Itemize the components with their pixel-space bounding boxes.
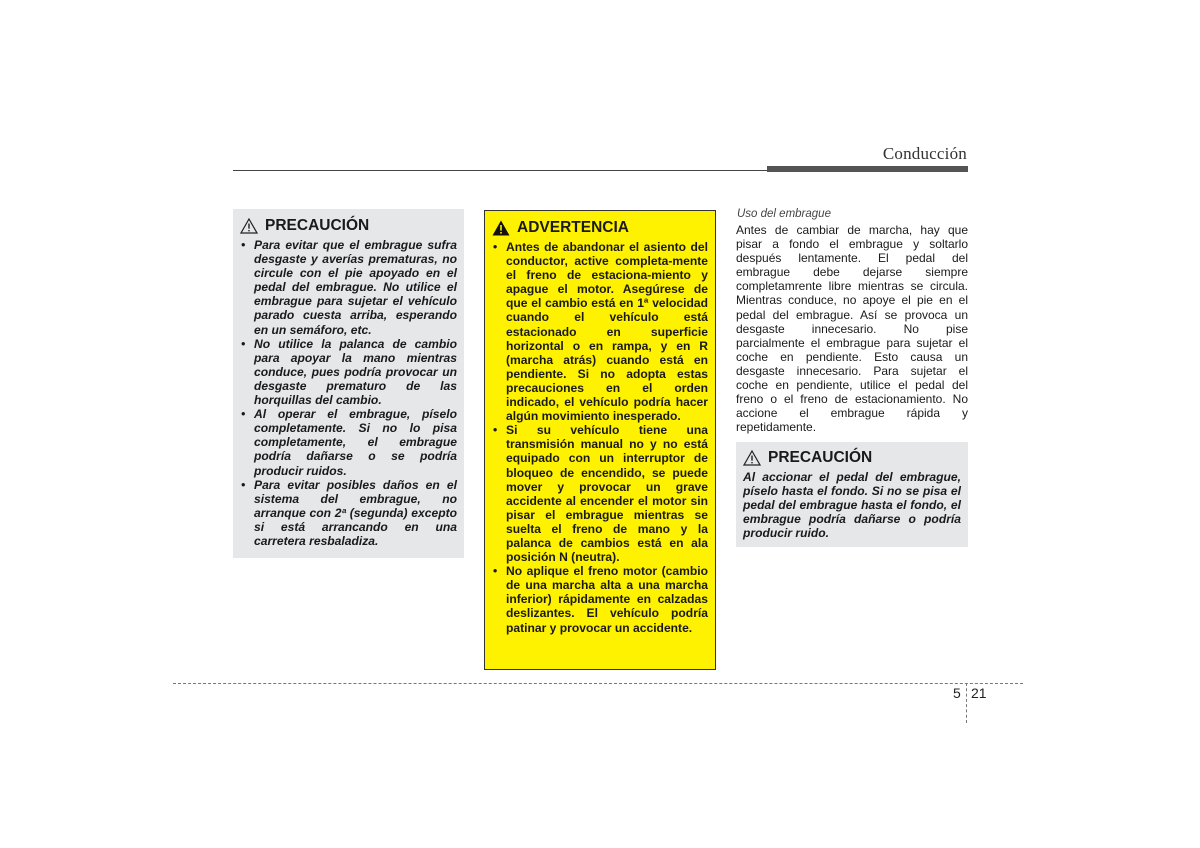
- footer-rule: [173, 683, 1023, 684]
- warning-box: [484, 210, 716, 670]
- caution-list-left: [240, 238, 457, 548]
- warning-title-text: ADVERTENCIA: [517, 219, 629, 236]
- chapter-number: 5: [953, 685, 961, 701]
- list-item: • No utilice la palanca de cambio para apoyar la mano mientras conduce, pues podría provocar un desgaste prematuro de las horquillas del cambio.: [240, 337, 457, 407]
- caution-box-right: [736, 442, 968, 547]
- header-rule: [233, 170, 767, 171]
- footer-divider: [966, 683, 967, 723]
- clutch-use-heading: Uso del embrague: [737, 208, 831, 220]
- header-rule-accent: [767, 166, 968, 172]
- section-title: Conducción: [882, 144, 967, 163]
- list-item: • No aplique el freno motor (cambio de una marcha alta a una marcha inferior) rápidamente en calzadas deslizantes. El vehículo podría patinar y provocar un accidente.: [492, 564, 708, 634]
- caution-triangle-icon: [240, 218, 258, 234]
- warning-list: [492, 240, 708, 635]
- caution-title-right: [743, 449, 961, 467]
- warning-triangle-icon: [492, 220, 510, 236]
- list-item: • Antes de abandonar el asiento del conductor, active completa-mente el freno de estaciona-miento y apague el motor. Asegúrese de que el cambio está en 1ª velocidad cuando el vehículo está estacionado en superficie horizontal o en rampa, y en R (marcha atrás) cuando está en pendiente. Si no adopta estas precauciones en el orden indicado, el vehículo podría hacer algún movimiento inesperado.: [492, 240, 708, 423]
- caution-title-text: PRECAUCIÓN: [768, 449, 873, 466]
- list-item: • Para evitar que el embrague sufra desgaste y averías prematuras, no circule con el pie apoyado en el pedal del embrague. No utilice el embrague para sujetar el vehículo parado cuesta arriba, esperando en un semáforo, etc.: [240, 238, 457, 337]
- clutch-use-body: Antes de cambiar de marcha, hay que pisar a fondo el embrague y soltarlo después lentamente. El pedal del embrague debe dejarse siempre completamrente libre mientras se circula. Mientras conduce, no apoye el pie en el pedal del embrague. Así se provoca un desgaste innecesario. No pise parcialmente el embrague para sujetar el coche en pendiente. Esto causa un desgaste innecesario. Para sujetar el coche en pendiente, utilice el pedal del freno o el freno de estacionamiento. No accione el embrague rápida y repetidamente.: [736, 223, 968, 435]
- list-item: • Para evitar posibles daños en el sistema del embrague, no arranque con 2ª (segunda) excepto si está arrancando en una carretera resbaladiza.: [240, 478, 457, 548]
- caution-text-right: Al accionar el pedal del embrague, píselo hasta el fondo. Si no se pisa el pedal del embrague hasta el fondo, el embrague podría dañarse o podría producir ruido.: [743, 470, 961, 541]
- caution-title-text: PRECAUCIÓN: [265, 217, 370, 234]
- caution-title-left: [240, 217, 457, 235]
- caution-box-left: [233, 209, 464, 558]
- warning-title: [492, 219, 708, 237]
- list-item: • Al operar el embrague, píselo completamente. Si no lo pisa completamente, el embrague podría dañarse o se podría producir ruidos.: [240, 407, 457, 477]
- list-item: • Si su vehículo tiene una transmisión manual no y no está equipado con un interruptor de bloqueo de encendido, se puede mover y provocar un grave accidente al encender el motor sin pisar el embrague mientras se suelta el freno de mano y la palanca de cambios está en ala posición N (neutra).: [492, 423, 708, 564]
- page-number: 21: [971, 685, 987, 701]
- caution-triangle-icon: [743, 450, 761, 466]
